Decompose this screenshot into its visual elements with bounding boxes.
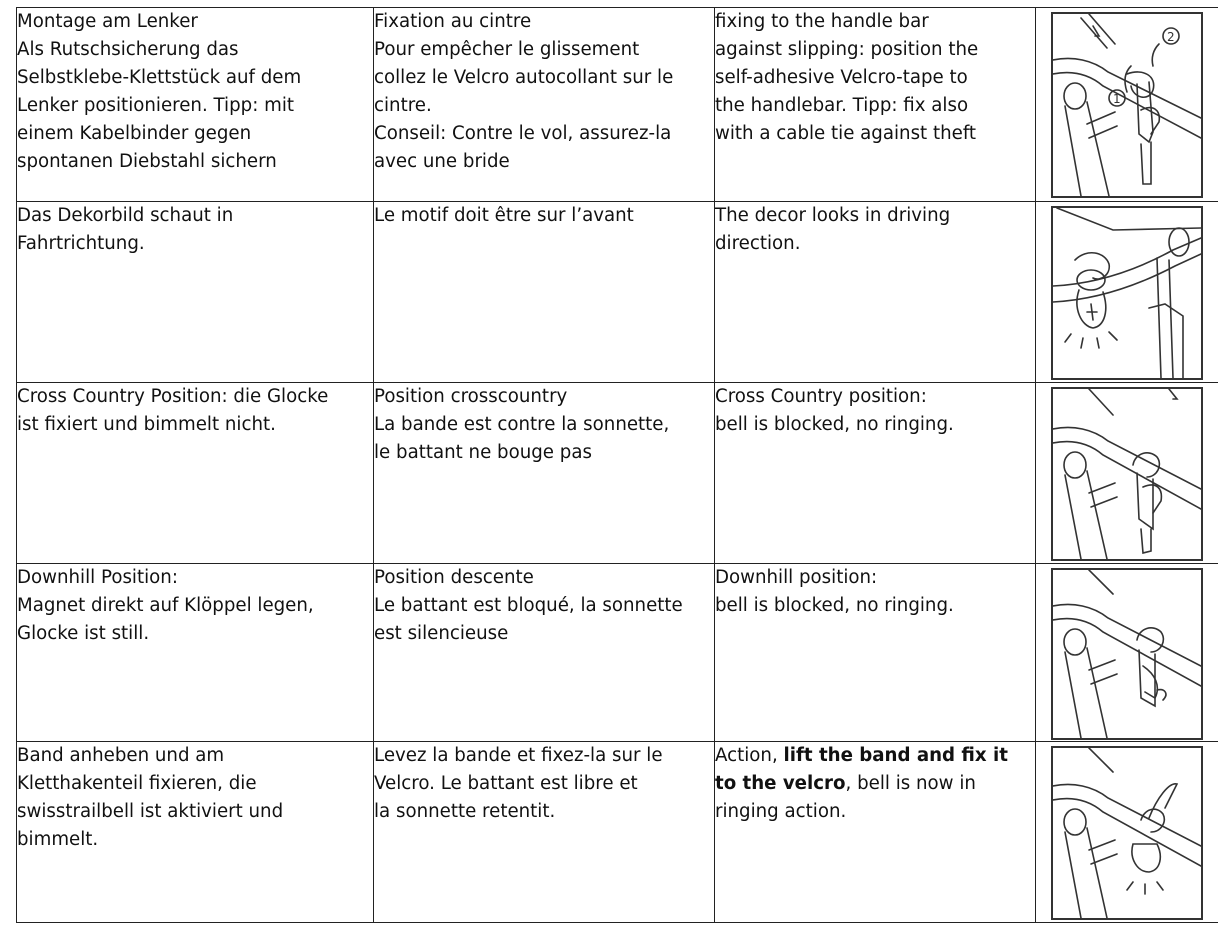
english-cell	[715, 742, 1036, 923]
instruction-row	[17, 564, 1218, 742]
text-line: Downhill position:	[715, 567, 878, 588]
text-line: Kletthakenteil fixieren, die	[17, 773, 257, 794]
text-line	[715, 770, 1035, 798]
text-line: Position crosscountry	[374, 386, 568, 407]
text-line: Selbstklebe-Klettstück auf dem	[17, 67, 302, 88]
french-cell	[374, 8, 715, 202]
illustration-cell	[1036, 202, 1218, 383]
french-cell	[374, 383, 715, 564]
text-line: collez le Velcro autocollant sur le	[374, 67, 674, 88]
english-cell	[715, 383, 1036, 564]
instruction-row	[17, 383, 1218, 564]
bold-text-run: lift the band and fix it	[783, 745, 1008, 766]
cross-country-position-illustration	[1051, 387, 1203, 561]
illustration-cell	[1036, 383, 1218, 564]
text-line: cintre.	[374, 95, 432, 116]
text-line: spontanen Diebstahl sichern	[17, 151, 277, 172]
text-line: Cross Country position:	[715, 386, 927, 407]
german-cell	[17, 8, 374, 202]
text-line: Downhill Position:	[17, 567, 178, 588]
ringing-action-illustration	[1051, 746, 1203, 920]
svg-text:2: 2	[1167, 30, 1175, 44]
text-line: Levez la bande et fixez-la sur le	[374, 745, 663, 766]
decor-direction-illustration	[1051, 206, 1203, 380]
english-cell	[715, 202, 1036, 383]
text-line: self-adhesive Velcro-tape to	[715, 67, 968, 88]
illustration-cell	[1036, 742, 1218, 923]
french-cell	[374, 202, 715, 383]
instruction-row	[17, 742, 1218, 923]
text-line: fixing to the handle bar	[715, 11, 929, 32]
text-line: Lenker positionieren. Tipp: mit	[17, 95, 295, 116]
instruction-row	[17, 202, 1218, 383]
illustration-cell	[1036, 8, 1218, 202]
text-line: Conseil: Contre le vol, assurez-la	[374, 123, 672, 144]
text-line: Montage am Lenker	[17, 11, 198, 32]
text-line: La bande est contre la sonnette,	[374, 414, 670, 435]
text-line: with a cable tie against theft	[715, 123, 977, 144]
text-line: Band anheben und am	[17, 745, 225, 766]
text-line: avec une bride	[374, 151, 510, 172]
english-cell	[715, 564, 1036, 742]
text-line: ringing action.	[715, 801, 847, 822]
text-line: Le battant est bloqué, la sonnette	[374, 595, 683, 616]
text-line: direction.	[715, 233, 801, 254]
english-cell	[715, 8, 1036, 202]
text-line: Fixation au cintre	[374, 11, 532, 32]
german-cell	[17, 564, 374, 742]
german-cell	[17, 383, 374, 564]
text-line: Glocke ist still.	[17, 623, 150, 644]
text-line: Pour empêcher le glissement	[374, 39, 640, 60]
french-cell	[374, 564, 715, 742]
text-line: against slipping: position the	[715, 39, 979, 60]
bold-text-run: to the velcro	[715, 773, 846, 794]
text-line: Le motif doit être sur l’avant	[374, 205, 634, 226]
text-line: Position descente	[374, 567, 534, 588]
text-line: Magnet direkt auf Klöppel legen,	[17, 595, 314, 616]
german-cell	[17, 202, 374, 383]
text-line: Als Rutschsicherung das	[17, 39, 239, 60]
text-line: swisstrailbell ist aktiviert und	[17, 801, 284, 822]
text-line: Das Dekorbild schaut in	[17, 205, 234, 226]
text-line: Velcro. Le battant est libre et	[374, 773, 638, 794]
text-line: ist fixiert und bimmelt nicht.	[17, 414, 276, 435]
svg-text:1: 1	[1113, 92, 1121, 106]
french-cell	[374, 742, 715, 923]
handlebar-mounting-illustration	[1051, 12, 1203, 198]
text-line: bimmelt.	[17, 829, 99, 850]
instruction-table	[16, 7, 1218, 923]
downhill-position-illustration	[1051, 568, 1203, 740]
text-line: la sonnette retentit.	[374, 801, 556, 822]
text-line: est silencieuse	[374, 623, 509, 644]
text-line	[715, 742, 1035, 770]
text-line: Fahrtrichtung.	[17, 233, 145, 254]
text-line: le battant ne bouge pas	[374, 442, 592, 463]
illustration-cell	[1036, 564, 1218, 742]
text-line: bell is blocked, no ringing.	[715, 414, 954, 435]
text-line: The decor looks in driving	[715, 205, 951, 226]
german-cell	[17, 742, 374, 923]
instruction-row	[17, 8, 1218, 202]
text-line: bell is blocked, no ringing.	[715, 595, 954, 616]
text-line: the handlebar. Tipp: fix also	[715, 95, 969, 116]
text-run: Action,	[715, 745, 784, 766]
text-line: Cross Country Position: die Glocke	[17, 386, 329, 407]
text-run: , bell is now in	[845, 773, 976, 794]
text-line: einem Kabelbinder gegen	[17, 123, 252, 144]
